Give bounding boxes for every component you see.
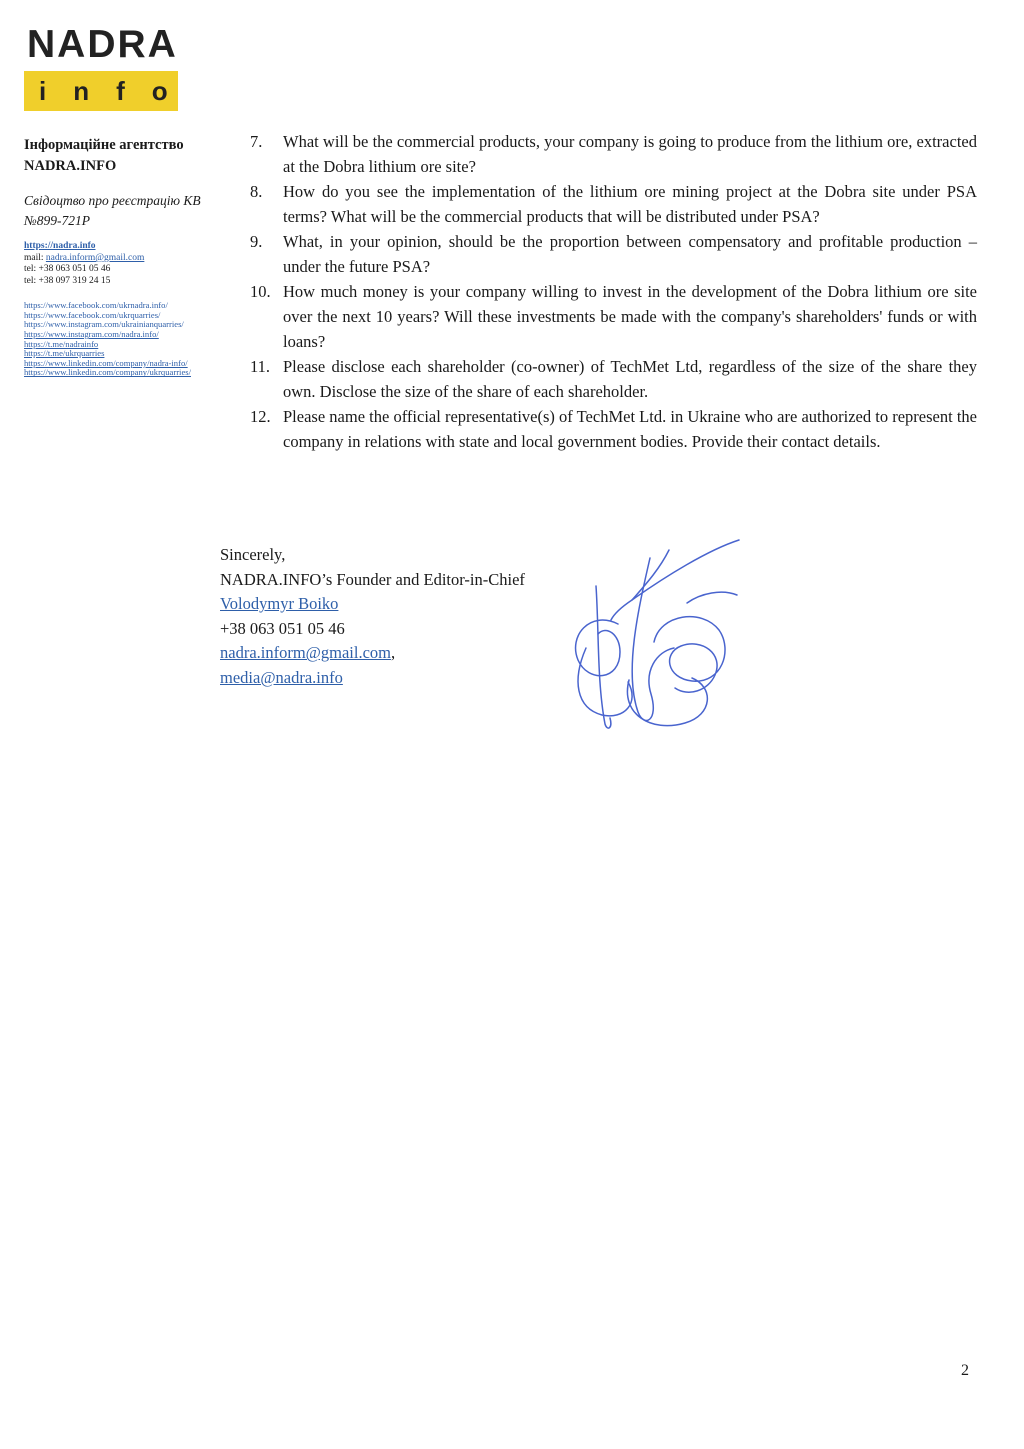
registration-note: Свідоцтво про реєстрацію КВ №899-721Р (24, 193, 201, 228)
mail-link[interactable]: nadra.inform@gmail.com (45, 252, 145, 263)
social-link-facebook-nadra[interactable]: https://www.facebook.com/ukrnadra.info/ (24, 300, 168, 311)
question-number: 11. (250, 357, 271, 376)
tel-line-1: tel: +38 063 051 05 46 (24, 264, 111, 275)
question-text: What will be the commercial products, your company is going to produce from the lithium ore, extracted at the Dobra lithium ore site? (283, 132, 977, 176)
mail-label: mail: (24, 252, 46, 263)
logo-info-box (24, 71, 195, 111)
question-item-8 (250, 179, 977, 229)
question-item-9 (250, 229, 977, 279)
logo-wordmark: NADRA (27, 23, 178, 66)
signature-scribble (556, 530, 744, 738)
social-link-instagram-ukrainianquarries[interactable]: https://www.instagram.com/ukrainianquarries/ (24, 319, 184, 330)
social-link-linkedin-ukrquarries[interactable]: https://www.linkedin.com/company/ukrquarries/ (24, 367, 191, 378)
contact-block (24, 241, 230, 287)
signature-closing: Sincerely, (220, 545, 286, 564)
site-link[interactable]: https://nadra.info (24, 241, 96, 252)
signature-name-line (220, 592, 525, 617)
signature-email-line-1 (220, 641, 525, 666)
question-item-12 (250, 404, 977, 454)
social-link-facebook-ukrquarries[interactable]: https://www.facebook.com/ukrquarries/ (24, 309, 161, 320)
social-link-instagram-nadra[interactable]: https://www.instagram.com/nadra.info/ (24, 329, 159, 340)
question-number: 10. (250, 282, 271, 301)
signature-block (220, 543, 525, 691)
question-number: 9. (250, 232, 263, 251)
signature-phone: +38 063 051 05 46 (220, 618, 345, 638)
question-item-11 (250, 354, 977, 404)
author-link[interactable]: Volodymyr Boiko (220, 594, 339, 614)
mail-line (24, 253, 230, 265)
question-item-10 (250, 279, 977, 354)
signature-email-1[interactable]: nadra.inform@gmail.com (220, 643, 391, 663)
question-number: 8. (250, 182, 263, 201)
question-number: 12. (250, 407, 271, 426)
question-text: Please disclose each shareholder (co-owner) of TechMet Ltd, regardless of the size of the share they own. Disclose the size of the share of each shareholder. (283, 357, 977, 401)
signature-email-line-2 (220, 666, 525, 691)
tel-line-2: tel: +38 097 319 24 15 (24, 275, 111, 286)
logo-sub-label: info (39, 76, 195, 106)
social-links (24, 301, 230, 378)
sidebar (24, 25, 230, 378)
signature-role: NADRA.INFO’s Founder and Editor-in-Chief (220, 569, 525, 589)
page-number: 2 (961, 1362, 969, 1379)
signature-email-2[interactable]: media@nadra.info (220, 667, 343, 687)
question-number: 7. (250, 132, 263, 151)
questions-list (250, 129, 977, 454)
agency-title: Інформаційне агентство NADRA.INFO (24, 137, 184, 174)
social-link-telegram-nadrainfo[interactable]: https://t.me/nadrainfo (24, 338, 99, 349)
question-text: How much money is your company willing to invest in the development of the Dobra lithium ore site over the next 10 years? Will these investments be made with the company's shareholders' funds or with loans? (283, 282, 977, 351)
question-text: Please name the official representative(s) of TechMet Ltd. in Ukraine who are authorized to represent the company in relations with state and local government bodies. Provide their contact details. (283, 407, 977, 451)
question-text: How do you see the implementation of the lithium ore mining project at the Dobra site under PSA terms? What will be the commercial products that will be distributed under PSA? (283, 182, 977, 226)
social-link-linkedin-nadra[interactable]: https://www.linkedin.com/company/nadra-info/ (24, 357, 188, 368)
question-item-7 (250, 129, 977, 179)
question-text: What, in your opinion, should be the proportion between compensatory and profitable production – under the future PSA? (283, 232, 977, 276)
nadra-logo (24, 25, 230, 111)
social-link-telegram-ukrquarries[interactable]: https://t.me/ukrquarries (24, 348, 105, 359)
email-comma: , (390, 643, 396, 663)
